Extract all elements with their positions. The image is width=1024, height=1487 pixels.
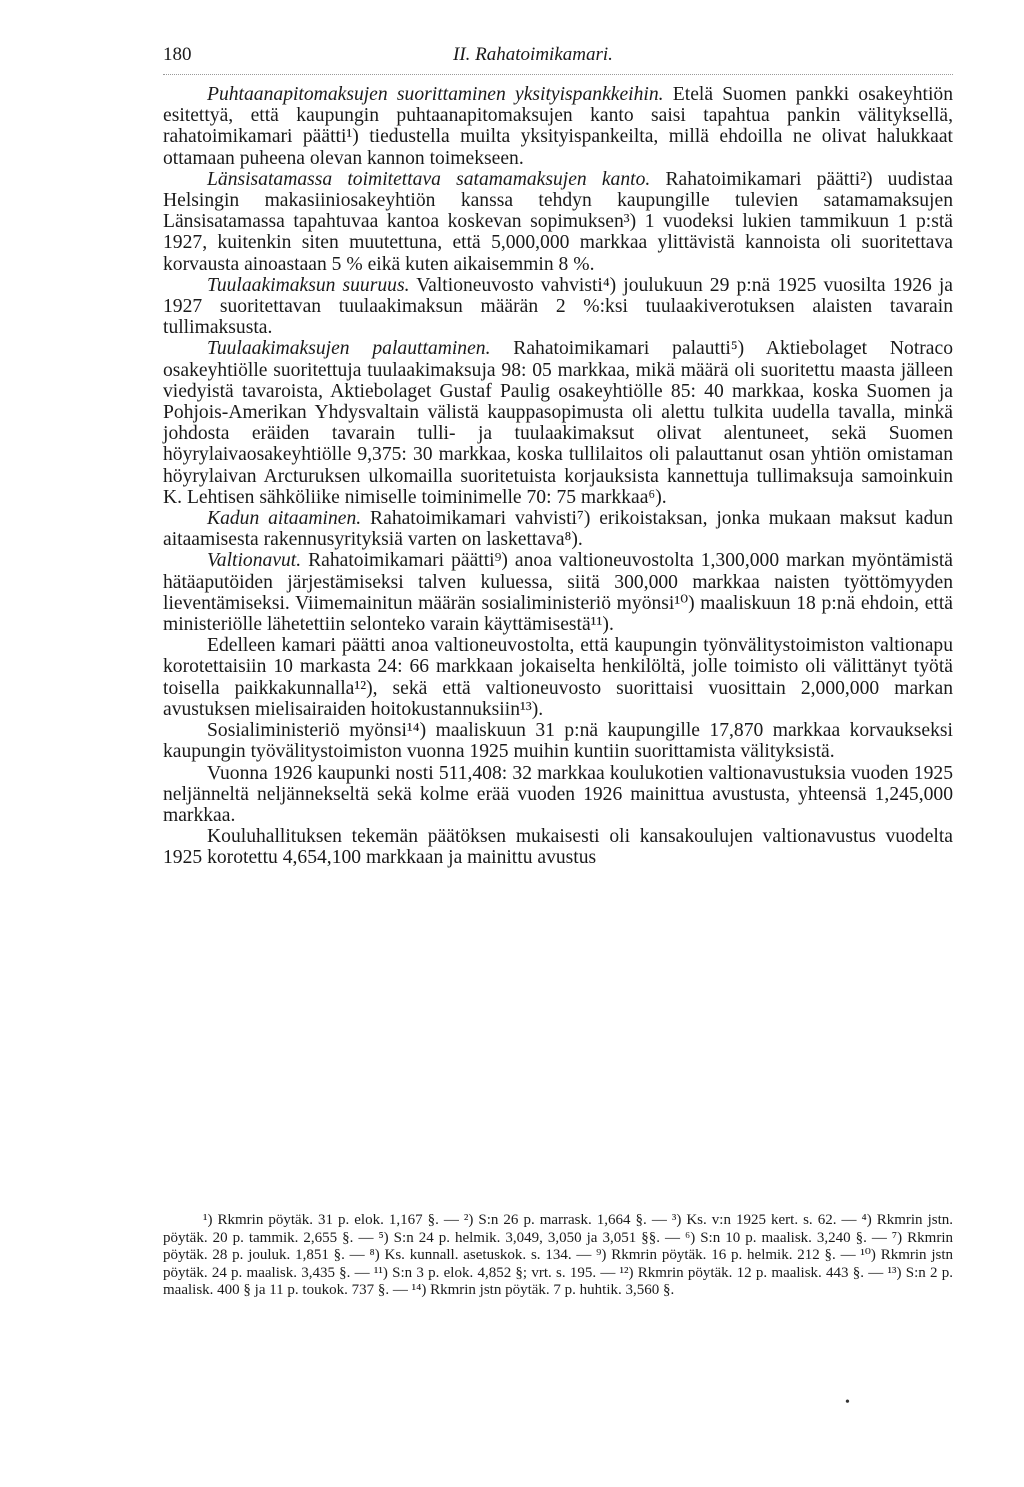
paragraph-text: Kouluhallituksen tekemän päätöksen mukaisesti oli kansakoulujen valtionavustus vuodelta 1925 korotettu 4,654,100 markkaan ja mainittu avustus bbox=[163, 826, 953, 869]
paragraph-heading: Puhtaanapitomaksujen suorittaminen yksityispankkeihin. bbox=[207, 84, 664, 105]
paragraph bbox=[163, 275, 953, 339]
footnote-text: ¹) Rkmrin pöytäk. 31 p. elok. 1,167 §. — ²) S:n 26 p. marrask. 1,664 §. — ³) Ks. v:n 1925 kert. s. 62. — ⁴) Rkmrin jstn. pöytäk. 20 p. tammik. 2,655 §. — ⁵) S:n 24 p. helmik. 3,049, 3,050 ja 3,051 §§. — ⁶) S:n 10 p. maalisk. 3,240 §. — ⁷) Rkmrin pöytäk. 28 p. jouluk. 1,851 §. — ⁸) Ks. kunnall. asetuskok. s. 134. — ⁹) Rkmrin pöytäk. 16 p. helmik. 212 §. — ¹⁰) Rkmrin jstn pöytäk. 24 p. maalisk. 3,435 §. — ¹¹) S:n 3 p. elok. 4,852 §; vrt. s. 195. — ¹²) Rkmrin pöytäk. 12 p. maalisk. 443 §. — ¹³) S:n 2 p. maalisk. 400 § ja 11 p. toukok. 737 §. — ¹⁴) Rkmrin jstn pöytäk. 7 p. huhtik. 3,560 §. bbox=[163, 1212, 953, 1299]
page-header bbox=[163, 44, 953, 70]
paragraph bbox=[163, 720, 953, 762]
paragraph bbox=[163, 169, 953, 275]
paragraph-heading: Kadun aitaaminen. bbox=[207, 508, 362, 530]
paragraph-heading: Länsisatamassa toimitettava satamamaksujen kanto. bbox=[207, 168, 651, 190]
page-number: 180 bbox=[163, 44, 192, 65]
paragraph bbox=[163, 763, 953, 827]
paragraph-heading: Tuulaakimaksujen palauttaminen. bbox=[207, 338, 491, 360]
paragraph-text: Edelleen kamari päätti anoa valtioneuvostolta, että kaupungin työnvälitystoimiston valtionapu korotettaisiin 10 markasta 24: 66 markkaan jokaiselta henkilöltä, jolle toimisto oli välittänyt työtä toisella paikkakunnalla¹²), sekä että valtioneuvosto suorittaisi vuosittain 2,000,000 markan avustuksen mielisairaiden hoitokustannuksiin¹³). bbox=[163, 635, 953, 720]
paragraph-text: Sosialiministeriö myönsi¹⁴) maaliskuun 31 p:nä kaupungille 17,870 markkaa korvaukseksi kaupungin työvälitystoimiston vuonna 1925 muihin kuntiin suorittamista välityksistä. bbox=[163, 720, 953, 763]
paragraph-text: Rahatoimikamari päätti⁹) anoa valtioneuvostolta 1,300,000 markan myöntämistä hätäaputöiden järjestämiseksi talven kuluessa, siitä 300,000 markkaa naisten työttömyyden lieventämiseksi. Viimemainitun määrän sosialiministeriö myönsi¹⁰) maaliskuun 18 p:nä ehdoin, että ministeriölle lähetettiin selonteko varain käyttämisestä¹¹). bbox=[163, 550, 953, 636]
paragraph-text: Vuonna 1926 kaupunki nosti 511,408: 32 markkaa koulukotien valtionavustuksia vuoden 1925 neljänneltä neljännekseltä sekä kolme erää vuoden 1926 mainittua avustusta, yhteensä 1,245,000 markkaa. bbox=[163, 762, 953, 826]
paragraph bbox=[163, 84, 953, 169]
paragraph bbox=[163, 635, 953, 720]
paragraph-text: Rahatoimikamari vahvisti⁷) erikoistaksan, jonka mukaan maksut kadun aitaamisesta rakennusyrityksiä varten on laskettava⁸). bbox=[163, 508, 953, 551]
paragraph bbox=[163, 508, 953, 550]
paragraph bbox=[163, 826, 953, 868]
paragraph bbox=[163, 338, 953, 508]
paragraph-heading: Tuulaakimaksun suuruus. bbox=[207, 274, 410, 296]
running-title: II. Rahatoimikamari. bbox=[453, 44, 613, 65]
paragraph-text: Etelä Suomen pankki osakeyhtiön esitettyä, että kaupungin puhtaanapitomaksujen kanto saisi tapahtua pankin välityksellä, rahatoimikamari päätti¹) tiedustella muilta yksityispankeilta, millä ehdoilla ne olivat halukkaat ottamaan puheena olevan kannon toimekseen. bbox=[163, 84, 953, 169]
paragraph-heading: Valtionavut. bbox=[207, 550, 302, 572]
paragraph-text: Rahatoimikamari päätti²) uudistaa Helsingin makasiiniosakeyhtiön kanssa tehdyn kaupungille tulevien satamamaksujen Länsisatamassa tapahtuvaa kantoa koskevan sopimuksen³) 1 vuodeksi lukien tammikuun 1 p:stä 1927, kuitenkin siten muutettuna, että 5,000,000 markkaa ylittävistä kannoista oli suoritettava korvausta ainoastaan 5 % eikä kuten aikaisemmin 8 %. bbox=[163, 168, 953, 275]
paragraph bbox=[163, 550, 953, 635]
footnotes bbox=[163, 1212, 953, 1300]
paragraph-text: Rahatoimikamari palautti⁵) Aktiebolaget Notraco osakeyhtiölle suoritettuja tuulaakimaksuja 98: 05 markkaa, mikä määrä oli suoritettu maasta jälleen viedyistä tavaroista, Aktiebolaget Gustaf Paulig osakeyhtiölle 85: 40 markkaa, koska Suomen ja Pohjois-Amerikan Yhdysvaltain välistä kauppasopimusta oli alettu tulkita uudella tavalla, minkä johdosta eräiden tavarain tulli- ja tuulaakimaksut olivat alentuneet, sekä Suomen höyrylaivaosakeyhtiölle 9,375: 30 markkaa, koska tullilaitos oli palauttanut osan yhtiön omistaman höyrylaivan Arcturuksen ulkomailla suoritetuista korjauksista kannettuja tullimaksuja samoinkuin K. Lehtisen sähköliike nimiselle toiminimelle 70: 75 markkaa⁶). bbox=[163, 338, 954, 508]
header-rule bbox=[163, 74, 953, 75]
paragraph-text: Valtioneuvosto vahvisti⁴) joulukuun 29 p:nä 1925 vuosilta 1926 ja 1927 suoritettavan tuulaakimaksun määrän 2 %:ksi tuulaakiverotuksen alaisten tavarain tullimaksusta. bbox=[163, 274, 953, 339]
stray-mark: • bbox=[845, 1395, 850, 1410]
body-text bbox=[163, 84, 953, 869]
